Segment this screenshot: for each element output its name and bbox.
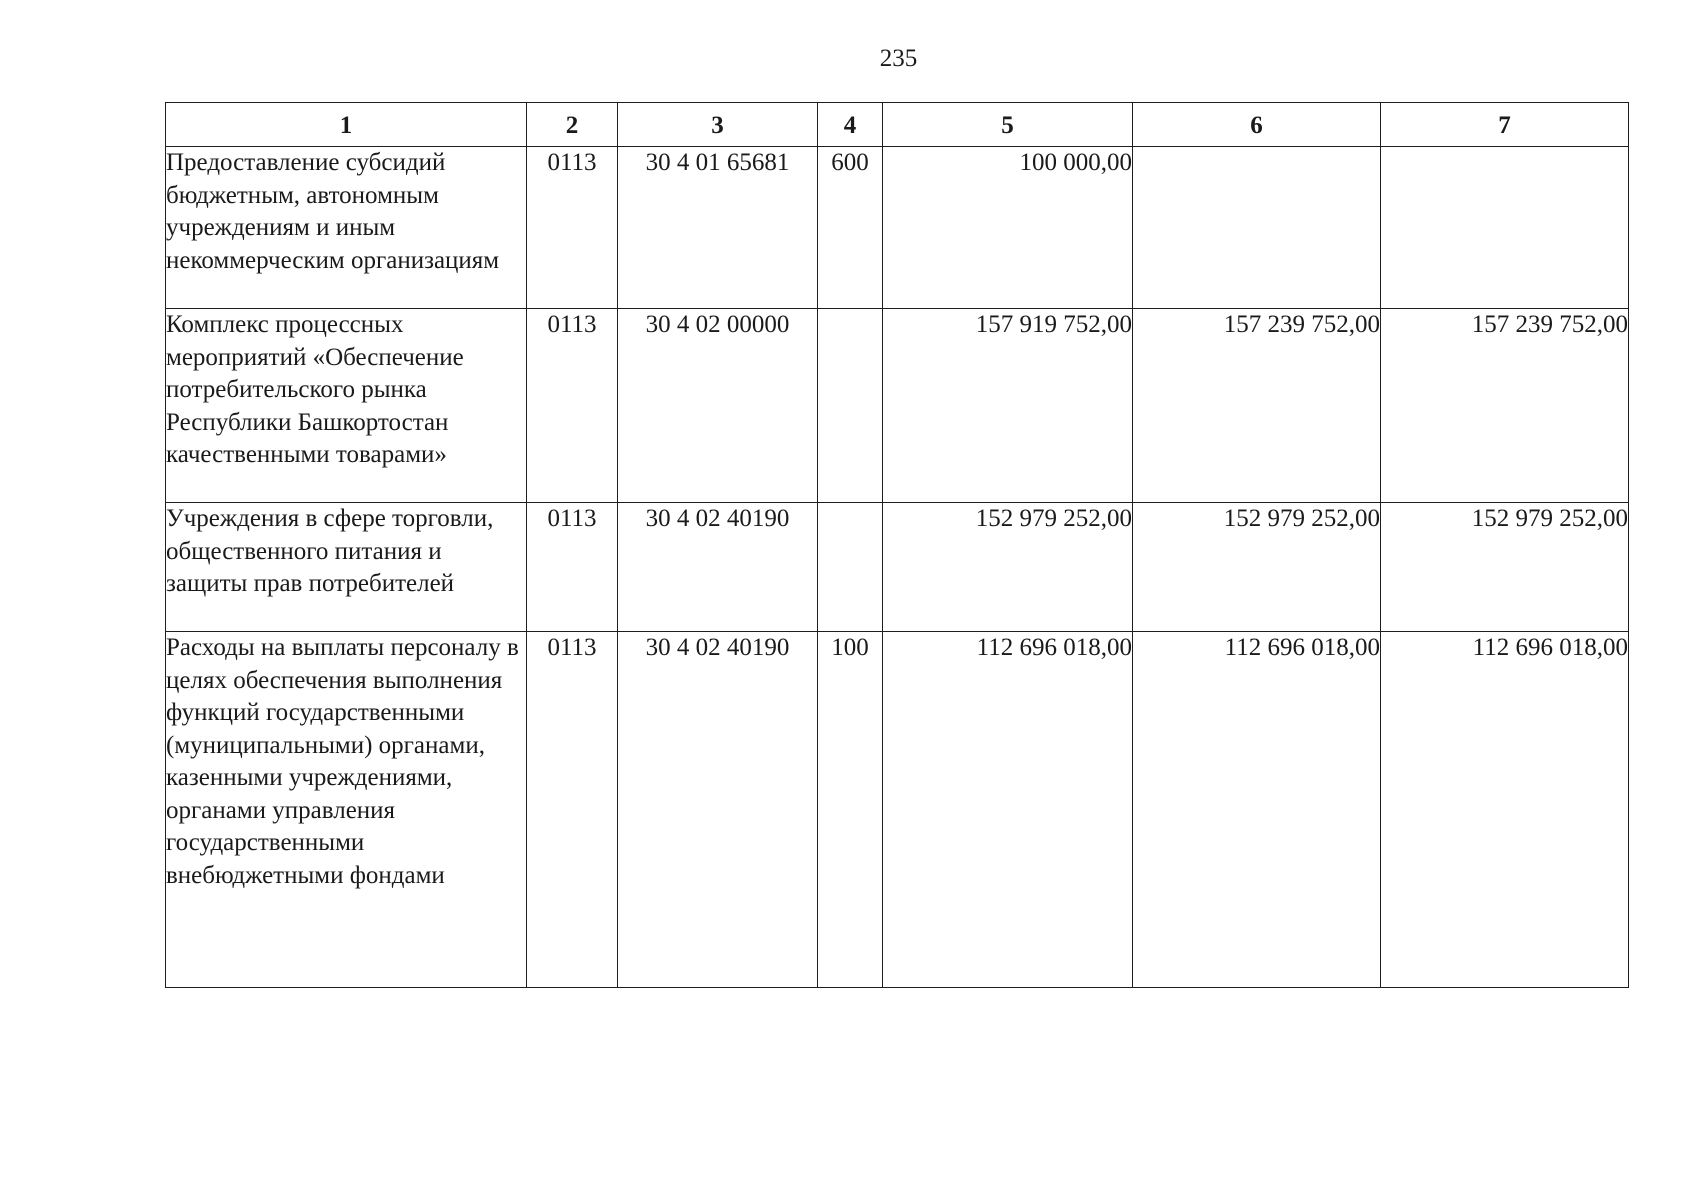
row-name: Расходы на выплаты персоналу в целях обеспечения выполнения функций государственными (муниципальными) органами, казенными учреждениями, органами управления государственными внебюджетными фондами [166, 632, 527, 988]
table-row [166, 147, 1629, 309]
row-amount-col5: 100 000,00 [883, 147, 1133, 309]
budget-table [165, 102, 1629, 988]
column-header-1: 1 [166, 103, 527, 147]
row-name: Предоставление субсидий бюджетным, автономным учреждениям и иным некоммерческим организациям [166, 147, 527, 309]
row-amount-col5: 112 696 018,00 [883, 632, 1133, 988]
row-target-code: 30 4 02 40190 [618, 503, 818, 632]
row-amount-col6: 157 239 752,00 [1133, 309, 1381, 503]
row-amount-col6: 152 979 252,00 [1133, 503, 1381, 632]
row-target-code: 30 4 02 00000 [618, 309, 818, 503]
row-expense-type: 100 [818, 632, 883, 988]
row-target-code: 30 4 01 65681 [618, 147, 818, 309]
column-header-4: 4 [818, 103, 883, 147]
table-row [166, 503, 1629, 632]
row-section-code: 0113 [527, 309, 618, 503]
row-target-code: 30 4 02 40190 [618, 632, 818, 988]
row-section-code: 0113 [527, 147, 618, 309]
row-name: Комплекс процессных мероприятий «Обеспечение потребительского рынка Республики Башкортостан качественными товарами» [166, 309, 527, 503]
column-header-2: 2 [527, 103, 618, 147]
column-header-5: 5 [883, 103, 1133, 147]
row-amount-col5: 152 979 252,00 [883, 503, 1133, 632]
row-expense-type: 600 [818, 147, 883, 309]
row-amount-col7: 157 239 752,00 [1381, 309, 1629, 503]
row-expense-type [818, 503, 883, 632]
row-amount-col7 [1381, 147, 1629, 309]
column-header-6: 6 [1133, 103, 1381, 147]
column-header-7: 7 [1381, 103, 1629, 147]
row-amount-col6 [1133, 147, 1381, 309]
row-name: Учреждения в сфере торговли, общественного питания и защиты прав потребителей [166, 503, 527, 632]
header-row [166, 103, 1629, 147]
row-amount-col7: 112 696 018,00 [1381, 632, 1629, 988]
column-header-3: 3 [618, 103, 818, 147]
row-amount-col6: 112 696 018,00 [1133, 632, 1381, 988]
table-row [166, 632, 1629, 988]
table-row [166, 309, 1629, 503]
row-amount-col5: 157 919 752,00 [883, 309, 1133, 503]
row-amount-col7: 152 979 252,00 [1381, 503, 1629, 632]
row-section-code: 0113 [527, 503, 618, 632]
row-section-code: 0113 [527, 632, 618, 988]
row-expense-type [818, 309, 883, 503]
page-number: 235 [879, 45, 918, 72]
